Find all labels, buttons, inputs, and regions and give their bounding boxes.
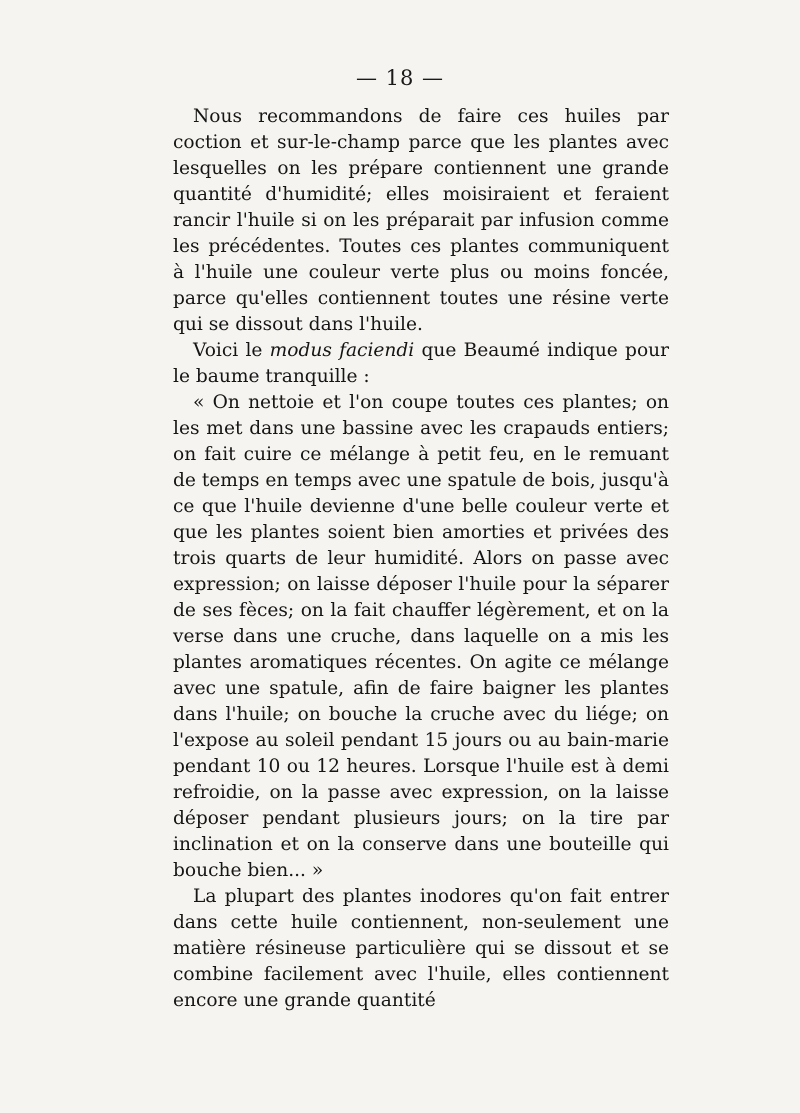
paragraph-3-quotation: « On nettoie et l'on coupe toutes ces plantes; on les met dans une bassine avec les crapauds entiers; on fait cuire ce mélange à petit feu, en le remuant de temps en temps avec une spatule de bois, jusqu'à ce que l'huile devienne d'une belle couleur verte et que les plantes soient bien amorties et privées des trois quarts de leur humidité. Alors on passe avec expression; on laisse déposer l'huile pour la séparer de ses fèces; on la fait chauffer légèrement, et on la verse dans une cruche, dans laquelle on a mis les plantes aromatiques récentes. On agite ce mélange avec une spatule, afin de faire baigner les plantes dans l'huile; on bouche la cruche avec du liége; on l'expose au soleil pendant 15 jours ou au bain-marie pendant 10 ou 12 heures. Lorsque l'huile est à demi refroidie, on la passe avec expression, on la laisse déposer pendant plusieurs jours; on la tire par inclination et on la conserve dans une bouteille qui bouche bien... » bbox=[173, 392, 669, 881]
paragraph-2-before: Voici le bbox=[193, 340, 270, 361]
paragraph-1: Nous recommandons de faire ces huiles par coction et sur-le-champ parce que les plantes avec lesquelles on les prépare contiennent une grande quantité d'humidité; elles moisiraient et feraient rancir l'huile si on les préparait par infusion comme les précédentes. Toutes ces plantes communiquent à l'huile une couleur verte plus ou moins foncée, parce qu'elles contiennent toutes une résine verte qui se dissout dans l'huile. bbox=[173, 106, 669, 335]
body-text bbox=[173, 104, 669, 1014]
paragraph-2-after: que Beaumé indique pour le baume tranquille : bbox=[173, 340, 669, 387]
paragraph-2 bbox=[173, 338, 669, 390]
paragraph-2-italic: modus faciendi bbox=[269, 340, 415, 361]
paragraph-4: La plupart des plantes inodores qu'on fait entrer dans cette huile contiennent, non-seulement une matière résineuse particulière qui se dissout et se combine facilement avec l'huile, elles contiennent encore une grande quantité bbox=[173, 886, 669, 1011]
page-number: — 18 — bbox=[355, 66, 445, 90]
